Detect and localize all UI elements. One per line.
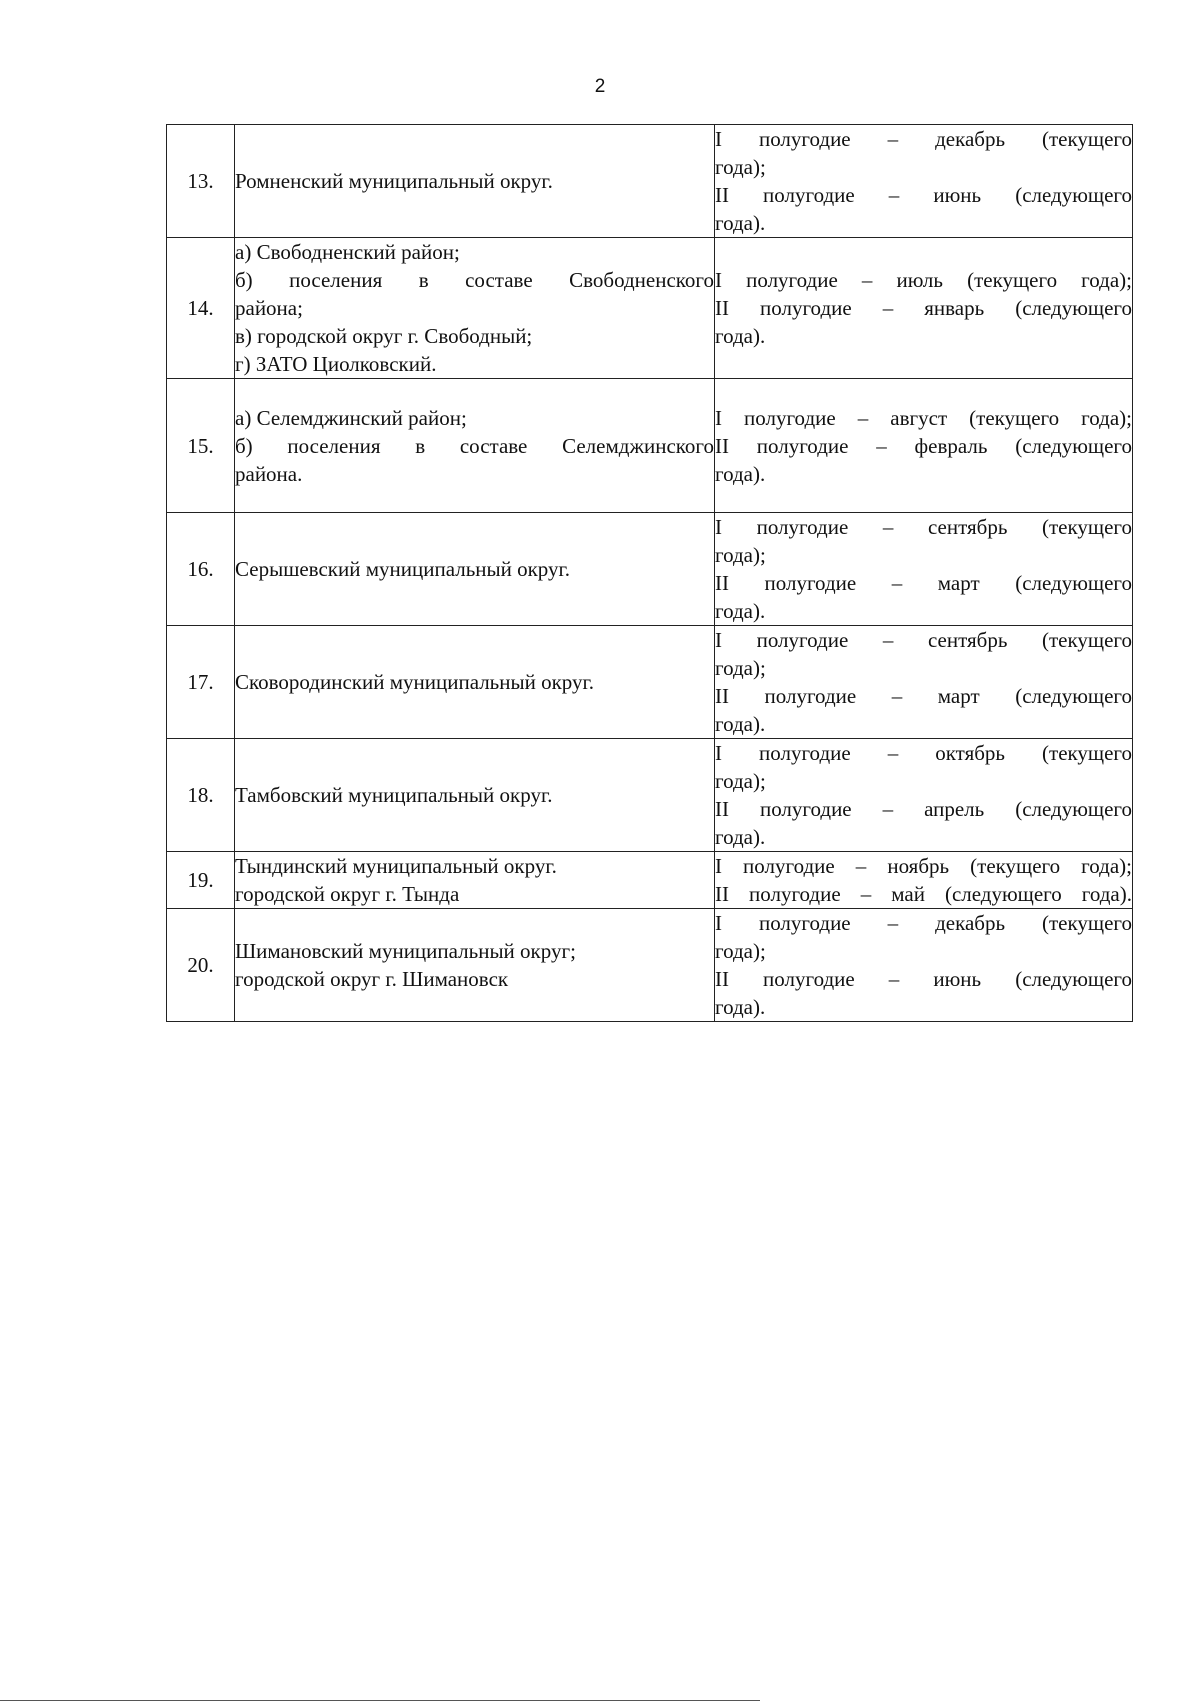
row-number: 17. bbox=[167, 626, 235, 739]
municipality-cell bbox=[235, 379, 715, 513]
period-line: II полугодие – апрель (следующего bbox=[715, 797, 1132, 821]
reporting-period-cell bbox=[715, 379, 1133, 513]
period-line: года); bbox=[715, 939, 766, 963]
period-line: II полугодие – июнь (следующего bbox=[715, 183, 1132, 207]
municipality-line: Тамбовский муниципальный округ. bbox=[235, 783, 553, 807]
period-line: I полугодие – сентябрь (текущего bbox=[715, 515, 1132, 539]
period-line: года). bbox=[715, 995, 766, 1019]
reporting-period-cell bbox=[715, 852, 1133, 909]
period-line: I полугодие – сентябрь (текущего bbox=[715, 628, 1132, 652]
period-line: года); bbox=[715, 155, 766, 179]
municipality-line: Серышевский муниципальный округ. bbox=[235, 557, 571, 581]
table-row bbox=[167, 626, 1133, 739]
municipality-line: в) городской округ г. Свободный; bbox=[235, 324, 533, 348]
municipality-line: городской округ г. Тында bbox=[235, 882, 460, 906]
period-line: года); bbox=[715, 543, 766, 567]
period-line: I полугодие – август (текущего года); bbox=[715, 405, 1132, 430]
municipality-cell bbox=[235, 909, 715, 1022]
scan-edge-line bbox=[0, 1700, 760, 1701]
period-line: года). bbox=[715, 211, 766, 235]
row-number: 20. bbox=[167, 909, 235, 1022]
schedule-table bbox=[166, 124, 1133, 1022]
table-row bbox=[167, 238, 1133, 379]
table-row bbox=[167, 513, 1133, 626]
period-line: I полугодие – декабрь (текущего bbox=[715, 127, 1132, 151]
table-row bbox=[167, 852, 1133, 909]
municipality-cell bbox=[235, 238, 715, 379]
municipality-line: района; bbox=[235, 296, 303, 320]
table-row bbox=[167, 125, 1133, 238]
period-line: II полугодие – март (следующего bbox=[715, 684, 1132, 708]
municipality-cell bbox=[235, 626, 715, 739]
row-number: 13. bbox=[167, 125, 235, 238]
period-line: I полугодие – декабрь (текущего bbox=[715, 911, 1132, 935]
period-line: I полугодие – октябрь (текущего bbox=[715, 741, 1132, 765]
row-number: 14. bbox=[167, 238, 235, 379]
period-line: года). bbox=[715, 825, 766, 849]
municipality-line: Шимановский муниципальный округ; bbox=[235, 939, 576, 963]
reporting-period-cell bbox=[715, 238, 1133, 379]
period-line: II полугодие – март (следующего bbox=[715, 571, 1132, 595]
municipality-line: б) поселения в составе Свободненского bbox=[235, 268, 714, 292]
period-line: года). bbox=[715, 461, 766, 486]
page-number: 2 bbox=[594, 76, 606, 97]
municipality-line: а) Свободненский район; bbox=[235, 240, 460, 264]
municipality-line: Тындинский муниципальный округ. bbox=[235, 854, 557, 878]
reporting-period-cell bbox=[715, 125, 1133, 238]
municipality-cell bbox=[235, 513, 715, 626]
period-line: года); bbox=[715, 769, 766, 793]
reporting-period-cell bbox=[715, 626, 1133, 739]
municipality-cell bbox=[235, 739, 715, 852]
period-line: года). bbox=[715, 324, 766, 348]
table-row bbox=[167, 379, 1133, 513]
row-number: 16. bbox=[167, 513, 235, 626]
municipality-line: Ромненский муниципальный округ. bbox=[235, 169, 553, 193]
period-line: II полугодие – январь (следующего bbox=[715, 296, 1132, 320]
table-row bbox=[167, 909, 1133, 1022]
period-line: II полугодие – июнь (следующего bbox=[715, 967, 1132, 991]
period-line: II полугодие – февраль (следующего bbox=[715, 433, 1132, 458]
period-line: I полугодие – ноябрь (текущего года); bbox=[715, 854, 1132, 878]
row-number: 18. bbox=[167, 739, 235, 852]
table-row bbox=[167, 739, 1133, 852]
reporting-period-cell bbox=[715, 513, 1133, 626]
municipality-line: района. bbox=[235, 461, 303, 486]
row-number: 19. bbox=[167, 852, 235, 909]
period-line: года). bbox=[715, 712, 766, 736]
municipality-cell bbox=[235, 852, 715, 909]
period-line: I полугодие – июль (текущего года); bbox=[715, 268, 1132, 292]
municipality-line: г) ЗАТО Циолковский. bbox=[235, 352, 437, 376]
municipality-cell bbox=[235, 125, 715, 238]
period-line: II полугодие – май (следующего года). bbox=[715, 882, 1132, 906]
period-line: года); bbox=[715, 656, 766, 680]
municipality-line: городской округ г. Шимановск bbox=[235, 967, 509, 991]
period-line: года). bbox=[715, 599, 766, 623]
municipality-line: б) поселения в составе Селемджинского bbox=[235, 433, 714, 458]
municipality-line: а) Селемджинский район; bbox=[235, 405, 467, 430]
reporting-period-cell bbox=[715, 909, 1133, 1022]
row-number: 15. bbox=[167, 379, 235, 513]
schedule-table-body bbox=[167, 125, 1133, 1022]
reporting-period-cell bbox=[715, 739, 1133, 852]
municipality-line: Сковородинский муниципальный округ. bbox=[235, 670, 595, 694]
